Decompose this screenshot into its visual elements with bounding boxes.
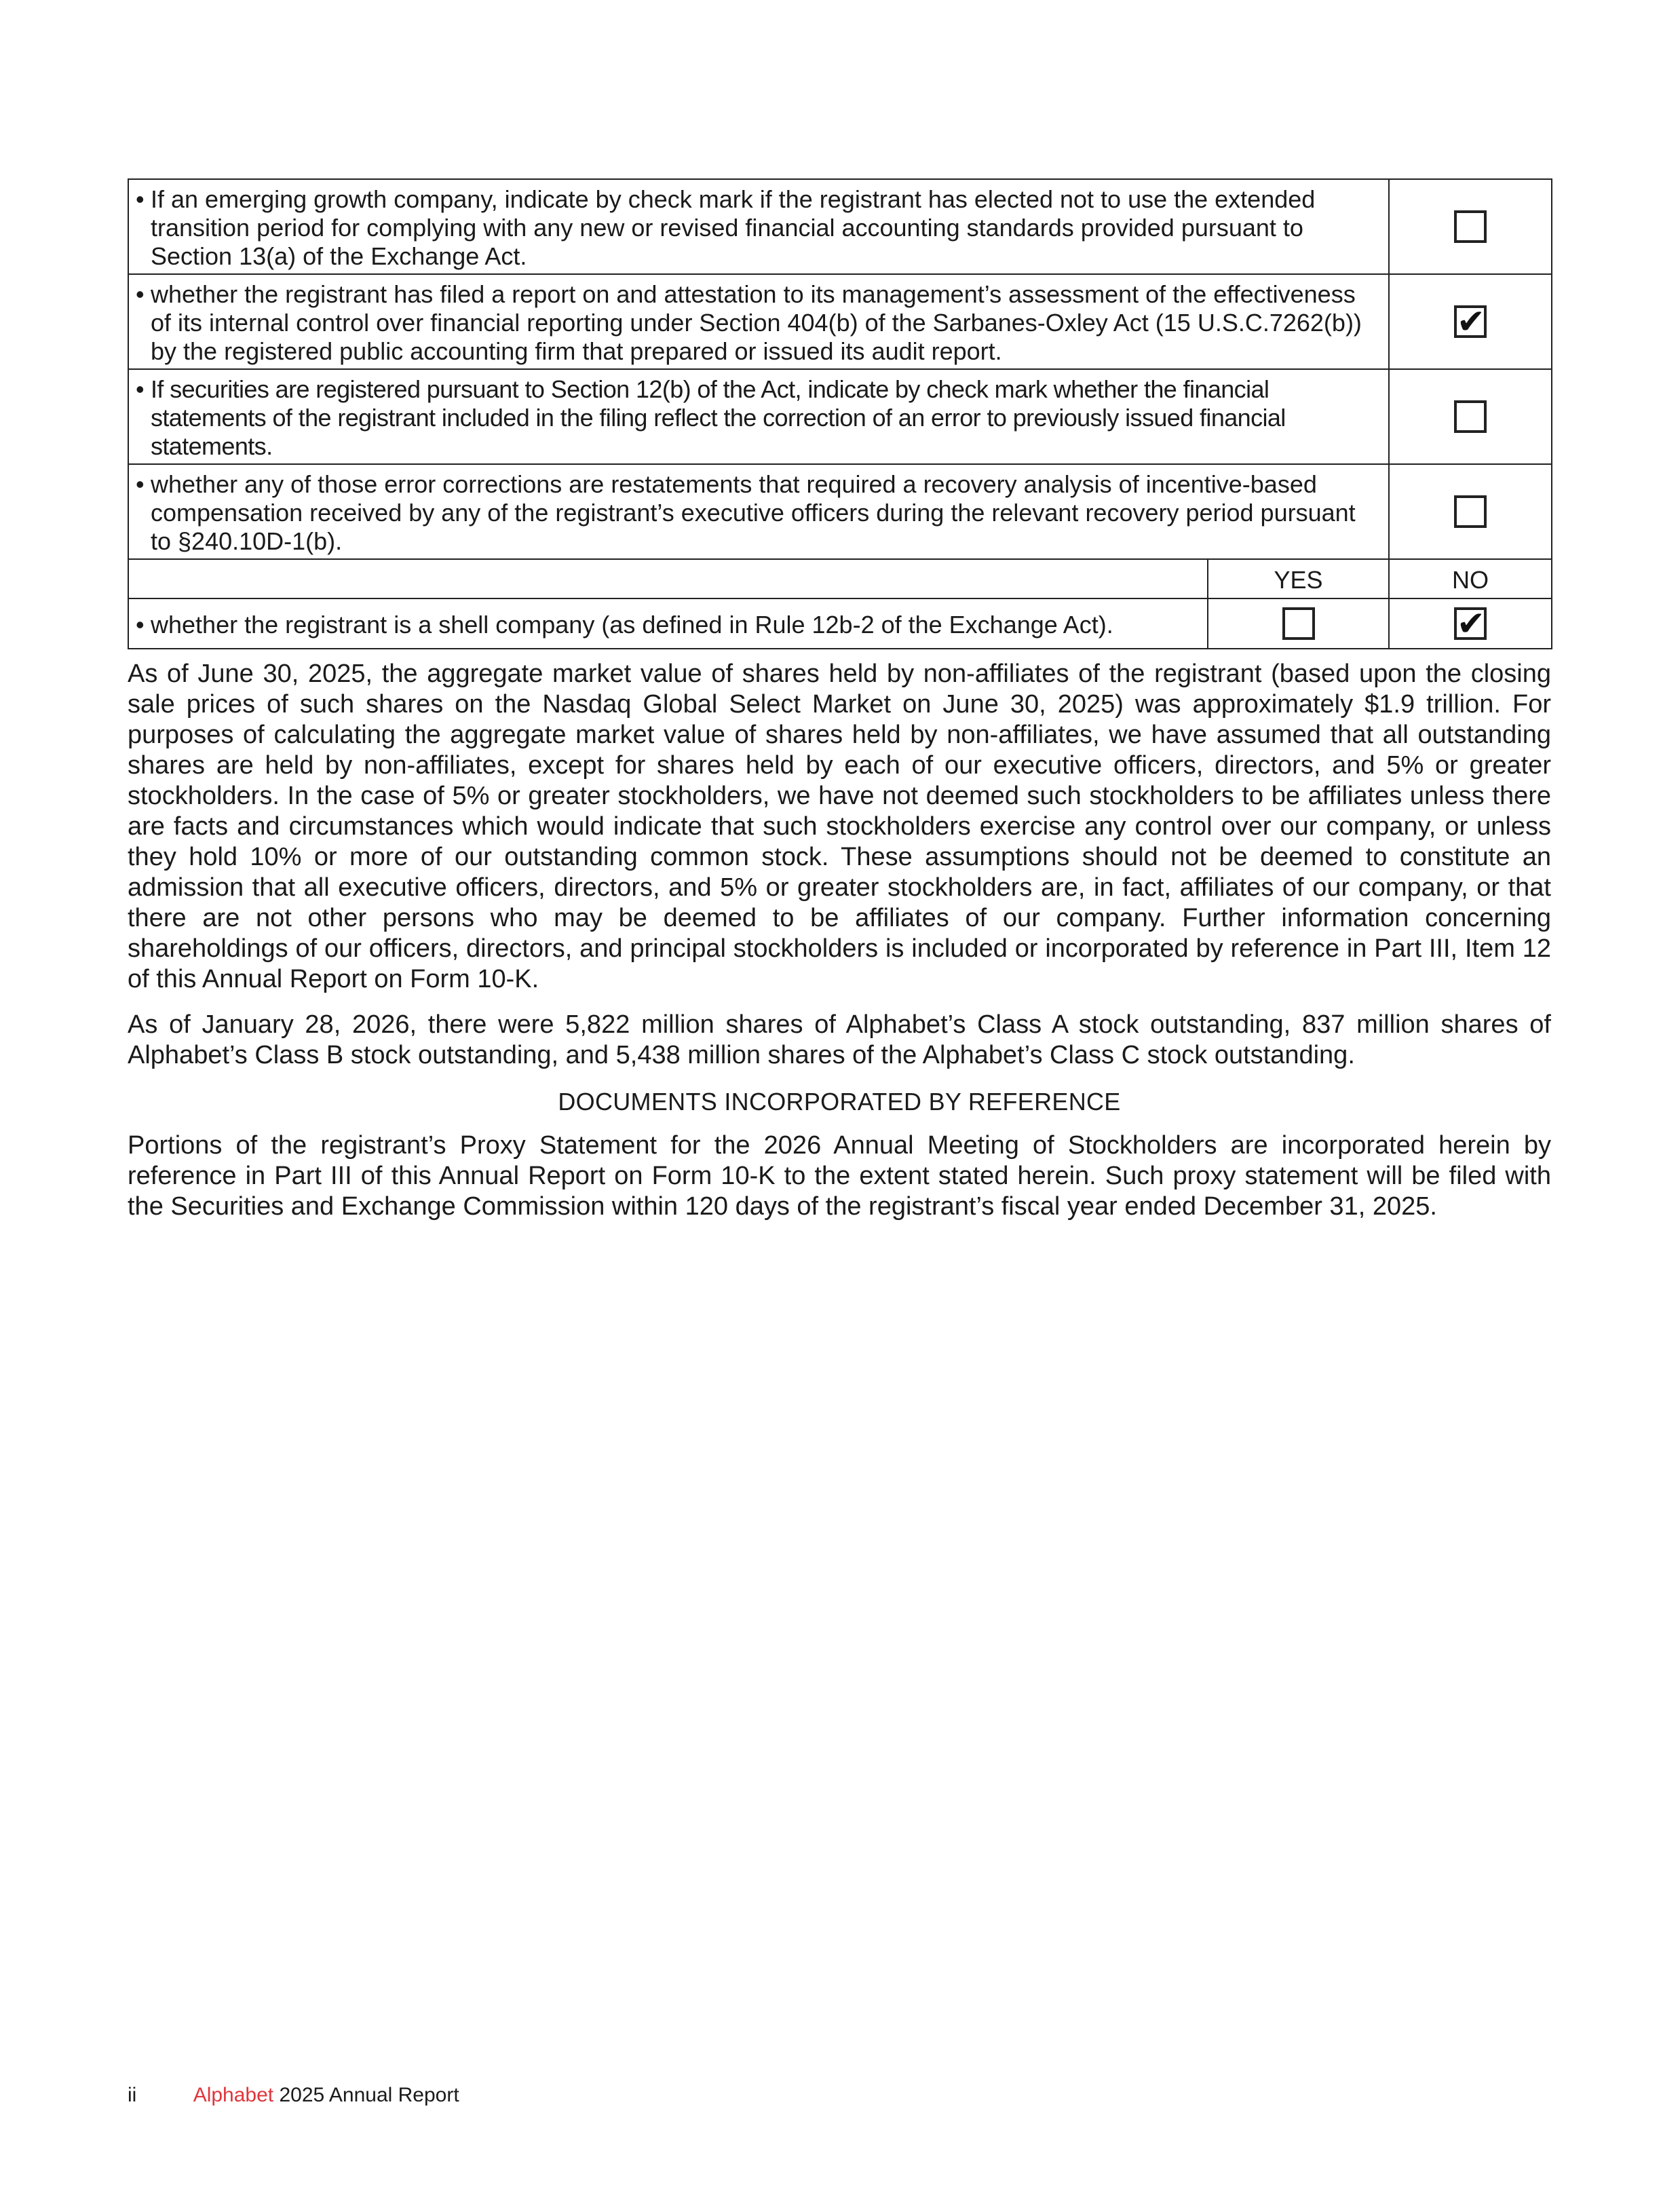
error-correction-text: If securities are registered pursuant to Section 12(b) of the Act, indicate by check mark whether the financial statements of the registrant included in the filing reflect the correction of an error to previously issued financial statements. (151, 375, 1286, 460)
row-shell-company (128, 598, 1552, 649)
documents-heading: DOCUMENTS INCORPORATED BY REFERENCE (558, 1088, 1121, 1116)
emerging-growth-box-cell (1389, 179, 1552, 274)
error-correction-checkbox[interactable] (1454, 400, 1487, 433)
row-restatements (128, 464, 1552, 559)
error-correction-cell (128, 369, 1389, 464)
attestation-box-cell (1389, 274, 1552, 369)
bullet-glyph: • (136, 470, 145, 498)
attestation-checkbox[interactable] (1454, 302, 1487, 341)
bullet-glyph: • (136, 611, 145, 639)
row-yes-no-header (128, 559, 1552, 598)
page-number: ii (128, 2084, 137, 2106)
page-footer (128, 2083, 459, 2108)
check-mark-icon: ✔ (1457, 302, 1485, 341)
shell-company-no-cell (1389, 598, 1552, 649)
no-header: NO (1389, 559, 1552, 598)
report-title: 2025 Annual Report (279, 2084, 459, 2106)
error-correction-box-cell (1389, 369, 1552, 464)
shell-company-text: whether the registrant is a shell company (as defined in Rule 12b-2 of the Exchange Act). (151, 611, 1113, 639)
row-emerging-growth (128, 179, 1552, 274)
brand-name: Alphabet (193, 2084, 274, 2106)
shell-company-no-checkbox[interactable] (1454, 604, 1487, 643)
attestation-cell (128, 274, 1389, 369)
row-attestation (128, 274, 1552, 369)
market-value-paragraph: As of June 30, 2025, the aggregate market value of shares held by non-affiliates of the registrant (based upon the closing sale prices of such shares on the Nasdaq Global Select Market on June 30, 2025) was approximately $1.9 trillion. For purposes of calculating the aggregate market value of shares held by non-affiliates, we have assumed that all outstanding shares are held by non-affiliates, except for shares held by each of our executive officers, directors, and 5% or greater stockholders. In the case of 5% or greater stockholders, we have not deemed such stockholders to be affiliates unless there are facts and circumstances which would indicate that such stockholders exercise any control over our company, or unless they hold 10% or more of our outstanding common stock. These assumptions should not be deemed to constitute an admission that all executive officers, directors, and 5% or greater stockholders are, in fact, affiliates of our company, or that there are not other persons who may be deemed to be affiliates of our company. Further information concerning shareholdings of our officers, directors, and principal stockholders is included or incorporated by reference in Part III, Item 12 of this Annual Report on Form 10-K. (128, 660, 1551, 993)
attestation-text: whether the registrant has filed a report on and attestation to its management’s assessment of the effectiveness of its internal control over financial reporting under Section 404(b) of the Sarbanes-Oxley Act (15 U.S.C.7262(b)) by the registered public accounting firm that prepared or issued its audit report. (151, 280, 1362, 365)
emerging-growth-cell (128, 179, 1389, 274)
emerging-growth-text: If an emerging growth company, indicate by check mark if the registrant has elected not to use the extended transition period for complying with any new or revised financial accounting standards provided pursuant to Section 13(a) of the Exchange Act. (151, 185, 1316, 270)
bullet-glyph: • (136, 280, 145, 308)
shell-company-yes-checkbox[interactable] (1282, 607, 1315, 640)
shell-company-yes-cell (1208, 598, 1389, 649)
bullet-glyph: • (136, 375, 145, 403)
header-empty-cell (128, 559, 1208, 598)
restatements-checkbox[interactable] (1454, 495, 1487, 528)
restatements-cell (128, 464, 1389, 559)
check-mark-icon: ✔ (1457, 604, 1485, 643)
row-error-correction (128, 369, 1552, 464)
page-content (128, 178, 1551, 1222)
shell-company-cell (128, 598, 1208, 649)
emerging-growth-checkbox[interactable] (1454, 210, 1487, 243)
shares-outstanding-paragraph: As of January 28, 2026, there were 5,822 million shares of Alphabet’s Class A stock outstanding, 837 million shares of Alphabet’s Class B stock outstanding, and 5,438 million shares of the Alphabet’s Class C stock outstanding. (128, 1010, 1551, 1069)
bullet-glyph: • (136, 185, 145, 213)
restatements-box-cell (1389, 464, 1552, 559)
yes-header: YES (1208, 559, 1389, 598)
proxy-paragraph: Portions of the registrant’s Proxy Statement for the 2026 Annual Meeting of Stockholders are incorporated herein by reference in Part III of this Annual Report on Form 10-K to the extent stated herein. Such proxy statement will be filed with the Securities and Exchange Commission within 120 days of the registrant’s fiscal year ended December 31, 2025. (128, 1131, 1551, 1221)
checklist-table (128, 178, 1552, 649)
restatements-text: whether any of those error corrections are restatements that required a recovery analysis of incentive-based compensation received by any of the registrant’s executive officers during the relevant recovery period pursuant to §240.10D-1(b). (151, 470, 1356, 555)
